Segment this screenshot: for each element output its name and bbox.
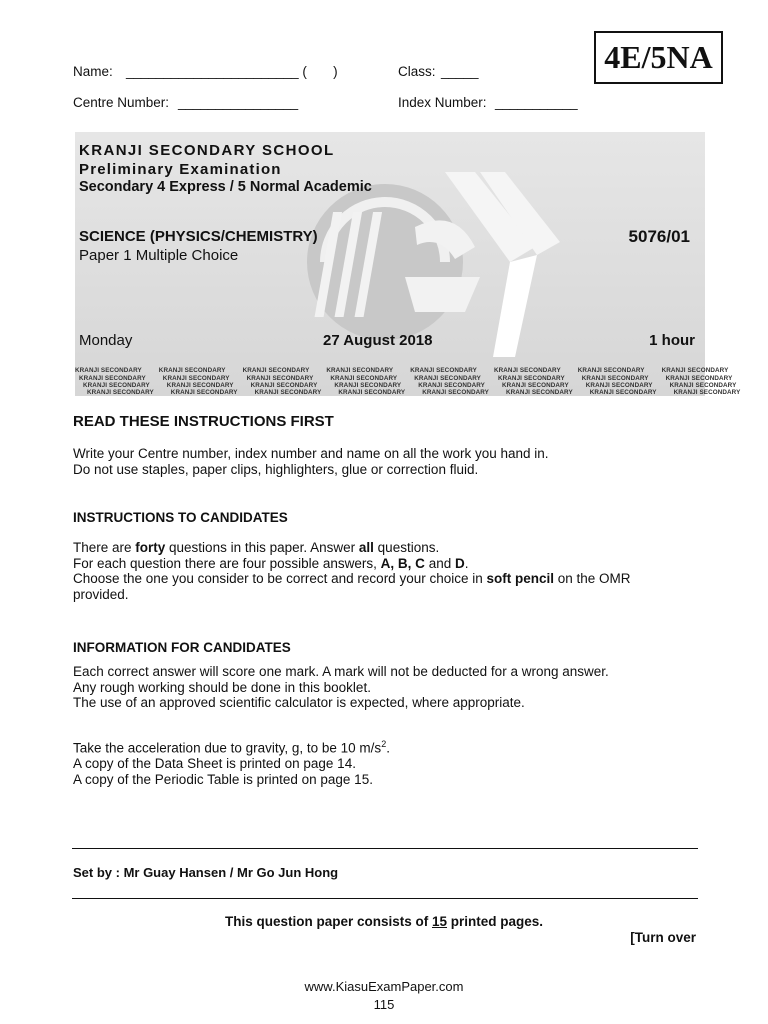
exam-date: 27 August 2018 [323,332,433,349]
stream-code-box: 4E/5NA [594,31,723,84]
school-name: KRANJI SECONDARY SCHOOL [79,142,335,159]
page-number: 115 [373,997,395,1012]
paper-code: 5076/01 [628,227,690,246]
watermark-row: KRANJI SECONDARY KRANJI SECONDARY KRANJI SECONDARY KRANJI SECONDARY KRANJI SECONDARY KRANJI SECONDARY KRANJI SECONDARY KRANJI SECONDARY [87,389,741,396]
watermark-row: KRANJI SECONDARY KRANJI SECONDARY KRANJI SECONDARY KRANJI SECONDARY KRANJI SECONDARY KRANJI SECONDARY KRANJI SECONDARY KRANJI SECONDARY [79,375,733,382]
divider-line [72,898,698,899]
instruction-line: provided. [73,586,129,602]
kranji-school-logo-icon [305,167,565,357]
info-line: A copy of the Data Sheet is printed on page 14. [73,756,356,772]
information-text [73,664,713,711]
info-line: Each correct answer will score one mark. A mark will not be deducted for a wrong answer. [73,664,609,679]
class-label: Class: [398,64,436,79]
index-number-blank[interactable]: ___________ [495,95,578,110]
instruction-line: Write your Centre number, index number and name on all the work you hand in. [73,446,549,461]
info-line: A copy of the Periodic Table is printed on page 15. [73,771,373,787]
website-url[interactable]: www.KiasuExamPaper.com [304,979,464,994]
instructions-candidates-text [73,540,713,602]
centre-number-label: Centre Number: [73,95,170,110]
exam-day: Monday [79,332,133,349]
paper-title: Paper 1 Multiple Choice [79,247,239,264]
exam-level: Secondary 4 Express / 5 Normal Academic [79,179,372,195]
exam-banner [75,132,741,396]
instruction-line: Choose the one you consider to be correct and record your choice in soft pencil on the OMR [73,571,631,587]
centre-number-blank[interactable]: ________________ [178,95,299,110]
read-instructions-text [73,446,713,477]
exam-duration: 1 hour [649,332,695,349]
information-heading: INFORMATION FOR CANDIDATES [73,640,291,655]
divider-line [72,848,698,849]
subject-title: SCIENCE (PHYSICS/CHEMISTRY) [79,228,318,245]
instruction-line: Do not use staples, paper clips, highlighters, glue or correction fluid. [73,461,479,477]
watermark-row: KRANJI SECONDARY KRANJI SECONDARY KRANJI SECONDARY KRANJI SECONDARY KRANJI SECONDARY KRANJI SECONDARY KRANJI SECONDARY KRANJI SECONDARY [83,382,737,389]
read-instructions-heading: READ THESE INSTRUCTIONS FIRST [73,413,334,430]
info-line: The use of an approved scientific calculator is expected, where appropriate. [73,695,525,711]
class-field-blank[interactable]: _____ [441,64,479,79]
set-by-text: Set by : Mr Guay Hansen / Mr Go Jun Hong [73,865,339,880]
instructions-candidates-heading: INSTRUCTIONS TO CANDIDATES [73,510,288,525]
watermark-row: KRANJI SECONDARY KRANJI SECONDARY KRANJI SECONDARY KRANJI SECONDARY KRANJI SECONDARY KRANJI SECONDARY KRANJI SECONDARY KRANJI SECONDARY [75,367,729,374]
turn-over-text: [Turn over [630,930,696,945]
instruction-line: For each question there are four possible answers, A, B, C and D. [73,555,469,571]
index-number-label: Index Number: [398,95,487,110]
information-extra-text [73,737,713,787]
exam-title: Preliminary Examination [79,161,282,178]
name-label: Name: [73,64,113,79]
page-count-statement: This question paper consists of 15 printed pages. [224,914,544,929]
name-field-blank[interactable]: _______________________ ( ) [126,64,338,79]
instruction-line: There are forty questions in this paper. Answer all questions. [73,540,440,555]
gravity-line: Take the acceleration due to gravity, g, to be 10 $m/s^2$. [73,739,390,756]
info-line: Any rough working should be done in this booklet. [73,679,371,695]
